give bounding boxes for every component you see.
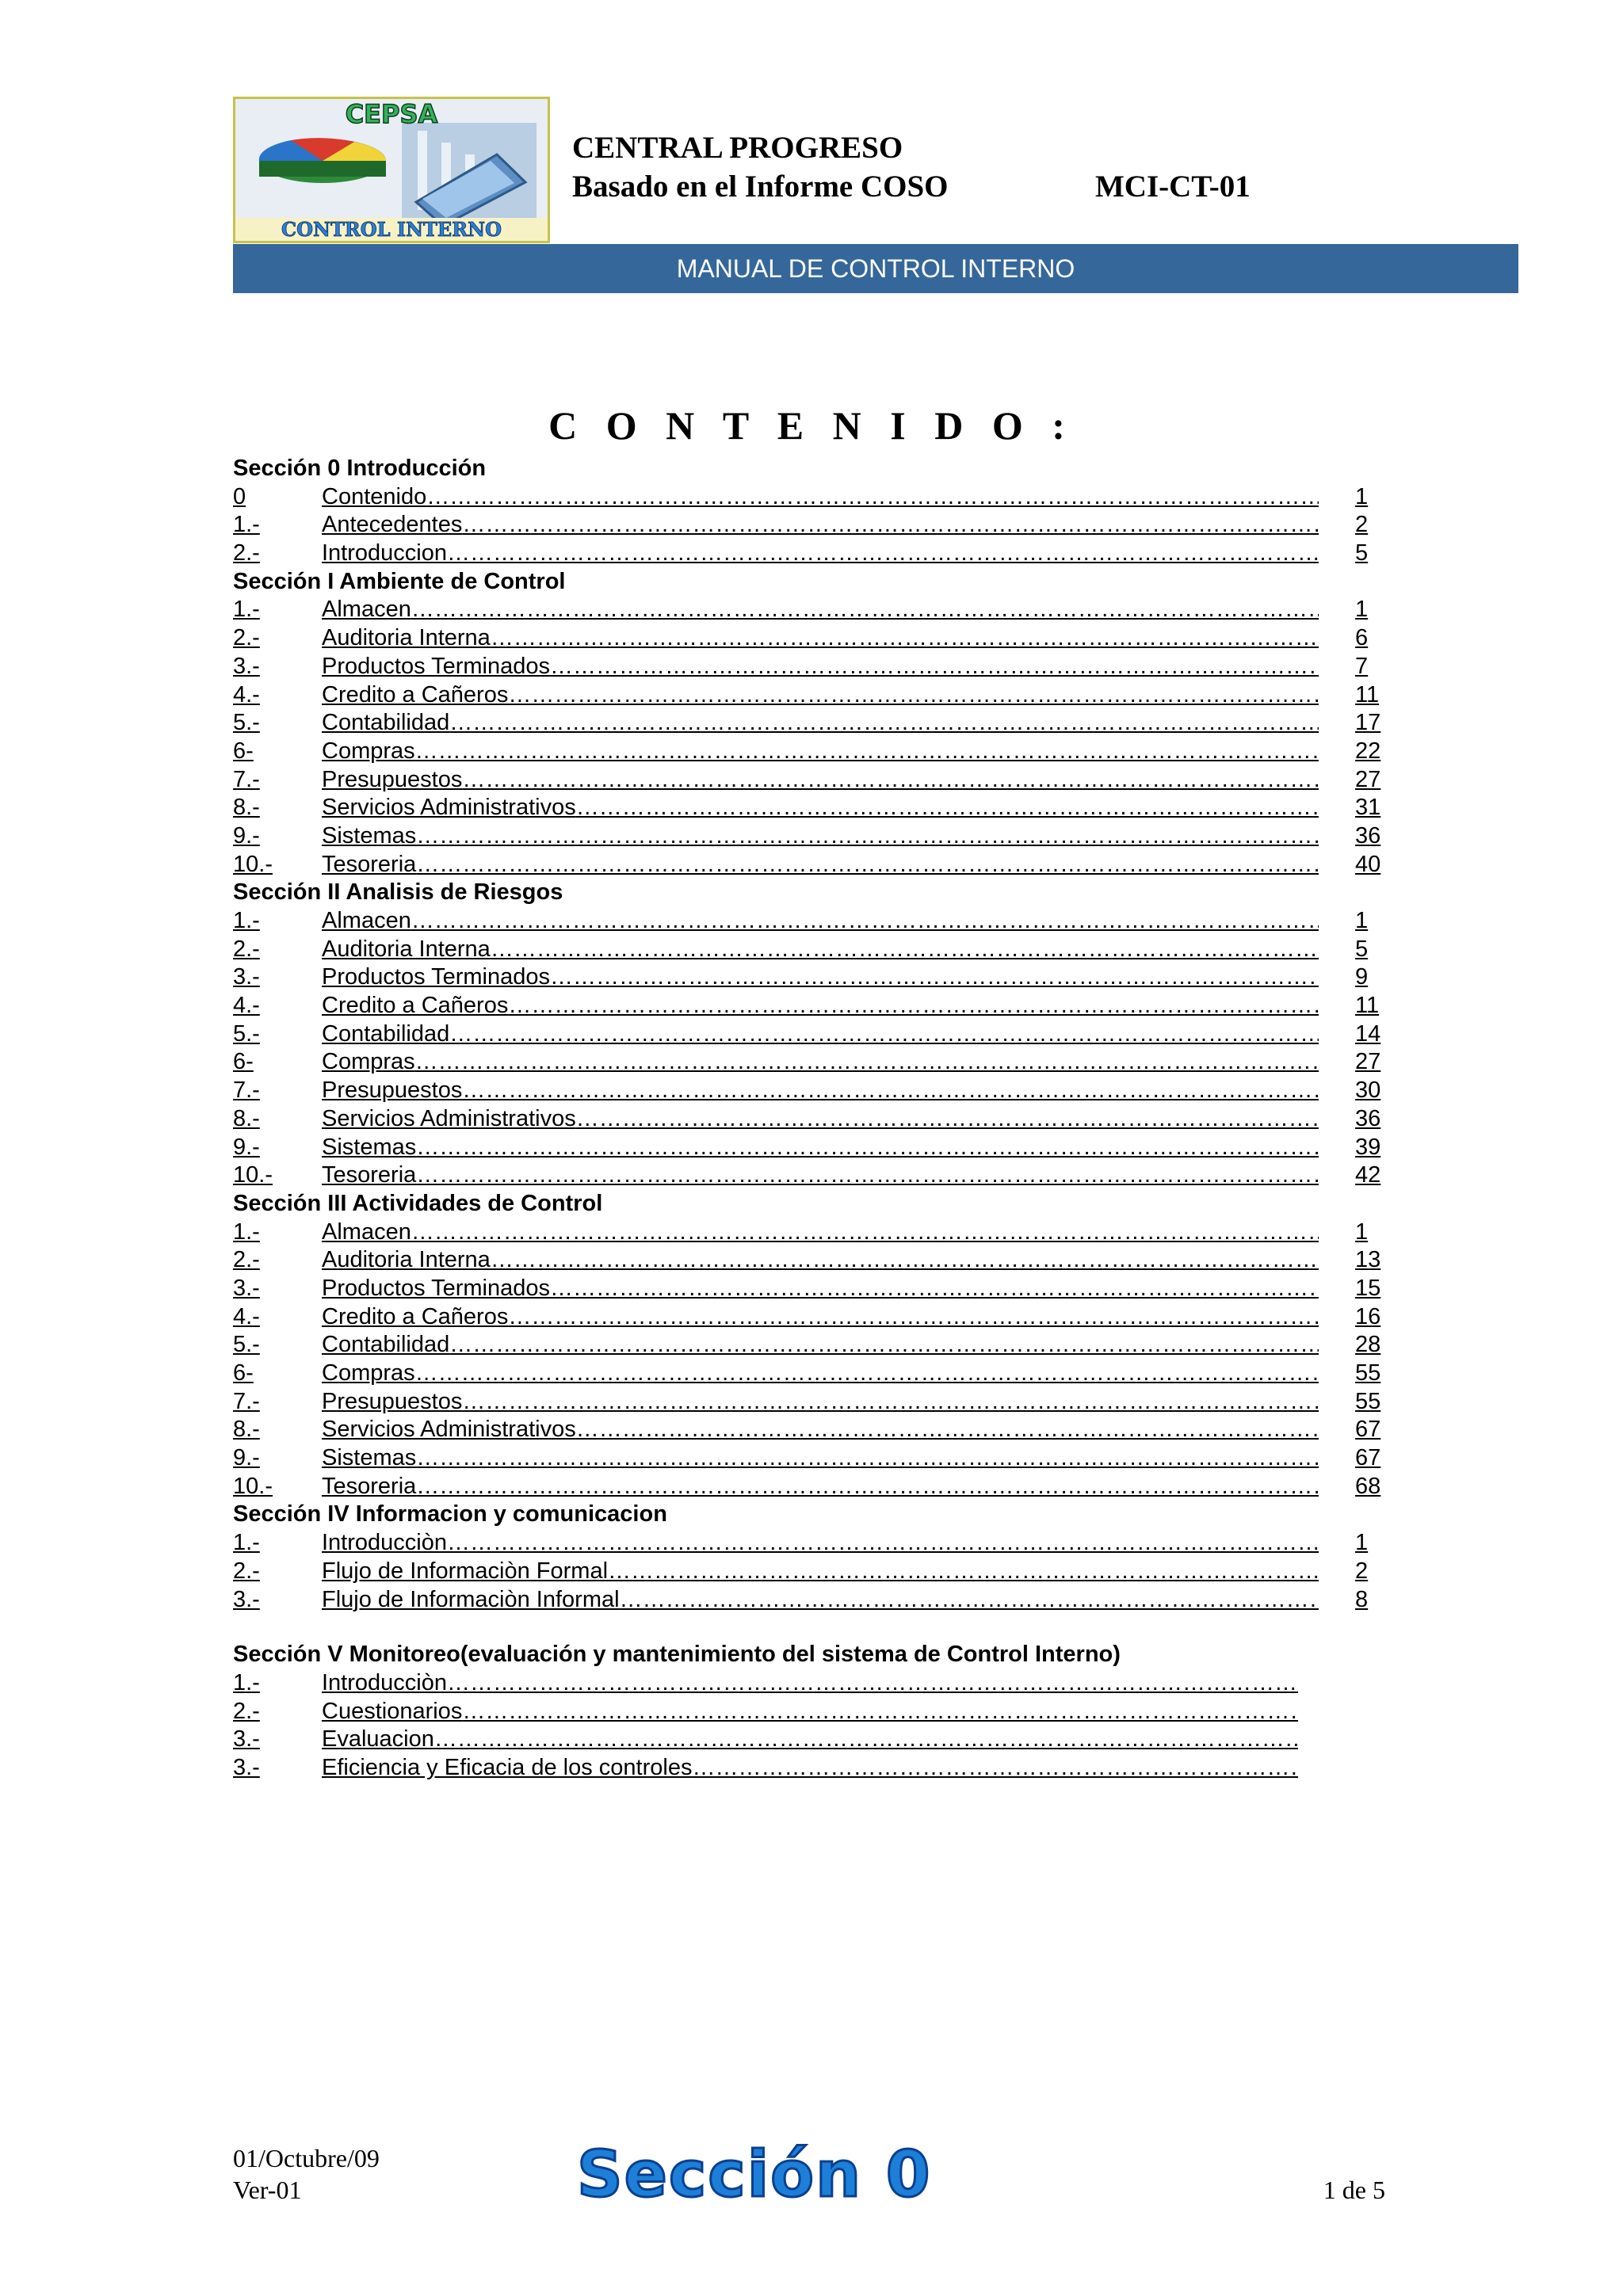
toc-entry-number[interactable]: 1.- [233, 512, 260, 538]
toc-entry-title[interactable]: Compras ……………………………………………………………………………………………………………………………………………………………………………… [322, 738, 1319, 766]
section-heading: Sección 0 Introducción [233, 456, 487, 481]
toc-entry-title[interactable]: Auditoria Interna ……………………………………………………………………………………………………………………………………………………………………………… [322, 1246, 1319, 1275]
toc-entry-page[interactable]: 5 [1355, 540, 1369, 566]
toc-entry-page[interactable]: 8 [1355, 1586, 1369, 1612]
toc-entry-title[interactable]: Introducciòn ……………………………………………………………………………………………………………………………………………………………………………… [322, 1529, 1319, 1558]
toc-entry[interactable] [233, 738, 1398, 766]
toc-entry-title[interactable]: Introduccion ……………………………………………………………………………………………………………………………………………………………………………… [322, 540, 1319, 568]
section-heading: Sección IV Informacion y comunicacion [233, 1501, 667, 1527]
toc-entry-page[interactable]: 68 [1355, 1473, 1381, 1499]
toc-entry-title[interactable]: Presupuestos ……………………………………………………………………………………………………………………………………………………………………………… [322, 766, 1319, 795]
toc-entry-title[interactable]: Credito a Cañeros ……………………………………………………………………………………………………………………………………………………………………………… [322, 681, 1319, 710]
document-header [233, 97, 1518, 293]
toc-entry[interactable] [233, 596, 1398, 624]
toc-entry-number[interactable]: 10.- [233, 1473, 273, 1499]
toc-entry[interactable] [233, 1669, 1398, 1698]
toc-entry-page[interactable]: 2 [1355, 1558, 1369, 1584]
toc-entry-number[interactable]: 9.- [233, 822, 260, 849]
toc-entry[interactable] [233, 1586, 1398, 1615]
toc-entry[interactable] [233, 1360, 1398, 1388]
toc-entry-page[interactable]: 1 [1355, 597, 1369, 623]
footer-page-number: 1 de 5 [1323, 2176, 1385, 2204]
toc-entry-number[interactable]: 7.- [233, 1077, 260, 1104]
toc-entry[interactable] [233, 1754, 1398, 1783]
table-of-contents [233, 455, 1398, 1783]
toc-entry-page[interactable]: 36 [1355, 822, 1381, 849]
toc-entry-title[interactable]: Flujo de Informaciòn Formal ……………………………………………………………………………………………………………………………………………………………………………… [322, 1558, 1319, 1586]
toc-entry-page[interactable]: 7 [1355, 653, 1369, 679]
cepsa-logo [233, 97, 550, 243]
toc-entry-number[interactable]: 1.- [233, 1669, 260, 1695]
toc-entry[interactable] [233, 1416, 1398, 1444]
toc-entry-title[interactable]: Auditoria Interna ……………………………………………………………………………………………………………………………………………………………………………… [322, 936, 1319, 964]
toc-entry-page[interactable]: 40 [1355, 851, 1381, 877]
toc-entry[interactable] [233, 1303, 1398, 1332]
toc-entry-page[interactable]: 1 [1355, 1530, 1369, 1556]
company-name: CENTRAL PROGRESO [572, 131, 903, 165]
toc-entry-page[interactable]: 16 [1355, 1303, 1381, 1329]
toc-entry[interactable] [233, 1048, 1398, 1077]
toc-entry-title[interactable]: Almacen ……………………………………………………………………………………………………………………………………………………………………………… [322, 1219, 1319, 1247]
toc-entry-number[interactable]: 2.- [233, 1247, 260, 1273]
header-text [572, 128, 1251, 206]
toc-entry[interactable] [233, 1219, 1398, 1247]
toc-entry-title[interactable]: Credito a Cañeros ……………………………………………………………………………………………………………………………………………………………………………… [322, 1303, 1319, 1332]
toc-entry-title[interactable]: Servicios Administrativos ……………………………………………………………………………………………………………………………………………………………………………… [322, 794, 1319, 822]
toc-entry[interactable] [233, 653, 1398, 681]
toc-entry[interactable] [233, 1388, 1398, 1417]
toc-entry-title[interactable]: Cuestionarios ……………………………………………………………………………………………………………………………………………………………………………… [322, 1698, 1298, 1726]
toc-entry-title[interactable]: Compras ……………………………………………………………………………………………………………………………………………………………………………… [322, 1360, 1319, 1388]
toc-entry-number[interactable]: 8.- [233, 795, 260, 821]
toc-entry[interactable] [233, 1077, 1398, 1105]
toc-entry-page[interactable]: 17 [1355, 710, 1381, 736]
toc-entry-number[interactable]: 5.- [233, 1020, 260, 1047]
toc-entry-number[interactable]: 6- [233, 1360, 254, 1386]
toc-entry-page[interactable]: 67 [1355, 1445, 1381, 1471]
toc-entry[interactable] [233, 822, 1398, 851]
toc-entry-page[interactable]: 2 [1355, 512, 1369, 538]
toc-entry-page[interactable]: 36 [1355, 1105, 1381, 1131]
toc-entry-page[interactable]: 67 [1355, 1417, 1381, 1443]
toc-entry[interactable] [233, 1529, 1398, 1558]
toc-entry-title[interactable]: Sistemas ……………………………………………………………………………………………………………………………………………………………………………… [322, 1134, 1319, 1162]
toc-entry-page[interactable]: 1 [1355, 908, 1369, 933]
toc-entry-title[interactable]: Tesoreria ……………………………………………………………………………………………………………………………………………………………………………… [322, 851, 1319, 879]
toc-entry[interactable] [233, 1161, 1398, 1190]
toc-entry-title[interactable]: Productos Terminados ……………………………………………………………………………………………………………………………………………………………………………… [322, 1275, 1319, 1303]
toc-entry-page[interactable]: 11 [1355, 681, 1380, 707]
toc-entry[interactable] [233, 936, 1398, 964]
toc-entry-page[interactable]: 1 [1355, 483, 1369, 509]
toc-entry-title[interactable]: Auditoria Interna ……………………………………………………………………………………………………………………………………………………………………………… [322, 624, 1319, 653]
toc-entry-page[interactable]: 28 [1355, 1332, 1381, 1358]
toc-entry-number[interactable]: 3.- [233, 964, 260, 990]
toc-entry-title[interactable]: Introducciòn ……………………………………………………………………………………………………………………………………………………………………………… [322, 1669, 1298, 1698]
toc-entry-number[interactable]: 8.- [233, 1105, 260, 1131]
toc-entry-number[interactable]: 5.- [233, 710, 260, 736]
toc-entry-title[interactable]: Evaluacion ……………………………………………………………………………………………………………………………………………………………………………… [322, 1726, 1298, 1754]
toc-entry[interactable] [233, 794, 1398, 822]
toc-entry[interactable] [233, 709, 1398, 738]
toc-entry[interactable] [233, 540, 1398, 568]
toc-entry[interactable] [233, 851, 1398, 879]
toc-entry-number[interactable]: 10.- [233, 851, 273, 877]
toc-entry-title[interactable]: Presupuestos ……………………………………………………………………………………………………………………………………………………………………………… [322, 1077, 1319, 1105]
toc-entry-page[interactable]: 11 [1355, 993, 1380, 1019]
toc-entry[interactable] [233, 963, 1398, 992]
toc-entry[interactable] [233, 766, 1398, 795]
toc-entry[interactable] [233, 1473, 1398, 1501]
toc-entry-number[interactable]: 2.- [233, 540, 260, 566]
toc-entry-page[interactable]: 30 [1355, 1077, 1381, 1104]
footer-date: 01/Octubre/09 [233, 2144, 380, 2172]
contents-title: C O N T E N I D O : [548, 403, 1075, 448]
toc-entry-number[interactable]: 4.- [233, 1303, 260, 1329]
toc-entry-number[interactable]: 1.- [233, 597, 260, 623]
toc-entry-page[interactable]: 1 [1355, 1219, 1369, 1245]
toc-entry[interactable] [233, 1275, 1398, 1303]
toc-entry[interactable] [233, 681, 1398, 710]
toc-entry-title[interactable]: Contabilidad ……………………………………………………………………………………………………………………………………………………………………………… [322, 1020, 1319, 1049]
document-code: MCI-CT-01 [1095, 170, 1251, 204]
toc-entry-title[interactable]: Tesoreria ……………………………………………………………………………………………………………………………………………………………………………… [322, 1161, 1319, 1190]
toc-entry-title[interactable]: Productos Terminados ……………………………………………………………………………………………………………………………………………………………………………… [322, 653, 1319, 681]
toc-entry-title[interactable]: Servicios Administrativos ……………………………………………………………………………………………………………………………………………………………………………… [322, 1416, 1319, 1444]
toc-entry-page[interactable]: 13 [1355, 1247, 1381, 1273]
toc-entry-title[interactable]: Sistemas ……………………………………………………………………………………………………………………………………………………………………………… [322, 1444, 1319, 1473]
toc-entry-number[interactable]: 0 [233, 483, 246, 509]
toc-entry-number[interactable]: 2.- [233, 625, 260, 651]
toc-entry-page[interactable]: 55 [1355, 1360, 1381, 1386]
toc-entry[interactable] [233, 1134, 1398, 1162]
toc-entry-number[interactable]: 1.- [233, 908, 260, 933]
toc-entry-number[interactable]: 7.- [233, 766, 260, 792]
toc-entry-number[interactable]: 3.- [233, 1754, 260, 1780]
toc-entry-title[interactable]: Contabilidad ……………………………………………………………………………………………………………………………………………………………………………… [322, 1331, 1319, 1360]
toc-entry-title[interactable]: Tesoreria ……………………………………………………………………………………………………………………………………………………………………………… [322, 1473, 1319, 1501]
document-subtitle: Basado en el Informe COSO [572, 170, 949, 204]
toc-entry-page[interactable]: 6 [1355, 625, 1369, 651]
section-stamp: Sección 0 [577, 2138, 932, 2211]
toc-entry-title[interactable]: Flujo de Informaciòn Informal ……………………………………………………………………………………………………………………………………………………………………………… [322, 1586, 1319, 1615]
toc-entry-number[interactable]: 6- [233, 738, 254, 764]
toc-entry-number[interactable]: 3.- [233, 653, 260, 679]
toc-entry-number[interactable]: 9.- [233, 1445, 260, 1471]
toc-entry-title[interactable]: Almacen ……………………………………………………………………………………………………………………………………………………………………………… [322, 907, 1319, 936]
toc-entry[interactable] [233, 1331, 1398, 1360]
toc-entry-number[interactable]: 6- [233, 1049, 254, 1075]
toc-entry[interactable] [233, 907, 1398, 936]
logo-top-text: CEPSA [345, 99, 438, 129]
toc-entry-number[interactable]: 3.- [233, 1726, 260, 1753]
toc-entry-page[interactable]: 39 [1355, 1134, 1381, 1160]
toc-entry-page[interactable]: 27 [1355, 766, 1381, 792]
toc-entry-page[interactable]: 22 [1355, 738, 1381, 764]
toc-entry-number[interactable]: 9.- [233, 1134, 260, 1160]
toc-entry[interactable] [233, 511, 1398, 540]
toc-entry-number[interactable]: 8.- [233, 1417, 260, 1443]
toc-entry-page[interactable]: 55 [1355, 1388, 1381, 1414]
toc-entry[interactable] [233, 1105, 1398, 1134]
toc-entry[interactable] [233, 624, 1398, 653]
toc-entry[interactable] [233, 483, 1398, 512]
toc-entry-number[interactable]: 4.- [233, 681, 260, 707]
footer-version: Ver-01 [233, 2176, 302, 2204]
toc-entry-title[interactable]: Presupuestos ……………………………………………………………………………………………………………………………………………………………………………… [322, 1388, 1319, 1417]
toc-entry[interactable] [233, 992, 1398, 1020]
toc-entry-number[interactable]: 1.- [233, 1530, 260, 1556]
toc-entry-title[interactable]: Contabilidad ……………………………………………………………………………………………………………………………………………………………………………… [322, 709, 1319, 738]
toc-entry-number[interactable]: 2.- [233, 936, 260, 962]
page-footer [233, 2138, 1385, 2211]
toc-entry-title[interactable]: Antecedentes ……………………………………………………………………………………………………………………………………………………………………………… [322, 511, 1319, 540]
toc-entry-number[interactable]: 2.- [233, 1558, 260, 1584]
toc-entry-page[interactable]: 15 [1355, 1275, 1381, 1301]
toc-entry-page[interactable]: 27 [1355, 1049, 1381, 1075]
toc-entry-title[interactable]: Servicios Administrativos ……………………………………………………………………………………………………………………………………………………………………………… [322, 1105, 1319, 1134]
toc-entry-number[interactable]: 4.- [233, 993, 260, 1019]
toc-entry-number[interactable]: 3.- [233, 1275, 260, 1301]
section-heading: Sección I Ambiente de Control [233, 568, 566, 594]
toc-entry[interactable] [233, 1698, 1398, 1726]
toc-entry-title[interactable]: Sistemas ……………………………………………………………………………………………………………………………………………………………………………… [322, 822, 1319, 851]
toc-entry-title[interactable]: Productos Terminados ……………………………………………………………………………………………………………………………………………………………………………… [322, 963, 1319, 992]
section-heading: Sección III Actividades de Control [233, 1190, 603, 1216]
toc-entry-page[interactable]: 5 [1355, 936, 1369, 962]
toc-entry[interactable] [233, 1444, 1398, 1473]
toc-entry-number[interactable]: 5.- [233, 1332, 260, 1358]
toc-entry-number[interactable]: 10.- [233, 1162, 273, 1188]
toc-entry-title[interactable]: Compras ……………………………………………………………………………………………………………………………………………………………………………… [322, 1048, 1319, 1077]
toc-entry-page[interactable]: 14 [1355, 1020, 1381, 1047]
logo-bottom-text: CONTROL INTERNO [281, 218, 502, 241]
toc-entry-title[interactable]: Almacen ……………………………………………………………………………………………………………………………………………………………………………… [322, 596, 1319, 624]
toc-entry-page[interactable]: 9 [1355, 964, 1369, 990]
toc-entry-number[interactable]: 3.- [233, 1586, 260, 1612]
toc-entry[interactable] [233, 1246, 1398, 1275]
toc-entry-title[interactable]: Eficiencia y Eficacia de los controles ……………………………………………………………………………………………………………………………………………………………………………… [322, 1754, 1298, 1783]
toc-entry-title[interactable]: Contenido ……………………………………………………………………………………………………………………………………………………………………………… [322, 483, 1319, 512]
toc-entry[interactable] [233, 1020, 1398, 1049]
section-heading: Sección II Analisis de Riesgos [233, 879, 563, 906]
toc-entry-number[interactable]: 1.- [233, 1219, 260, 1245]
toc-entry[interactable] [233, 1726, 1398, 1754]
toc-entry[interactable] [233, 1558, 1398, 1586]
section-spacer [233, 1614, 1398, 1641]
toc-entry-page[interactable]: 42 [1355, 1162, 1381, 1188]
toc-entry-title[interactable]: Credito a Cañeros ……………………………………………………………………………………………………………………………………………………………………………… [322, 992, 1319, 1020]
toc-entry-page[interactable]: 31 [1355, 795, 1381, 821]
manual-title-band: MANUAL DE CONTROL INTERNO [233, 244, 1518, 293]
toc-entry-number[interactable]: 7.- [233, 1388, 260, 1414]
toc-entry-number[interactable]: 2.- [233, 1698, 260, 1724]
section-heading: Sección V Monitoreo(evaluación y mantenimiento del sistema de Control Interno) [233, 1642, 1121, 1668]
